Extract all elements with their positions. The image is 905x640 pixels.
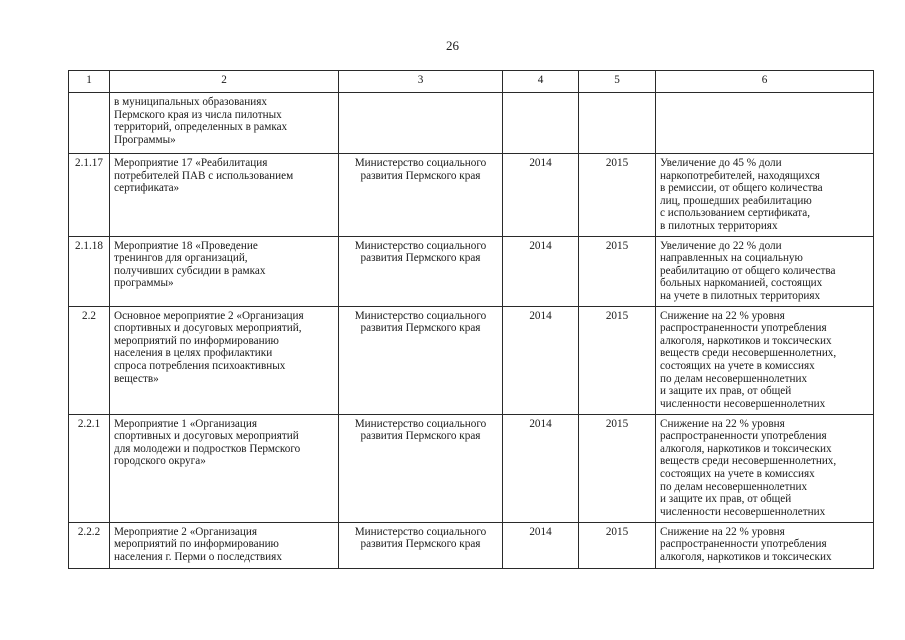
row-number: 2.1.18 [69, 236, 110, 306]
program-table [68, 70, 874, 569]
year-start: 2014 [503, 236, 579, 306]
expected-result: Снижение на 22 % уровня распространенности употребления алкоголя, наркотиков и токсических веществ среди несовершеннолетних, состоящих на учете в комиссиях по делам несовершеннолетних и защите их прав, от общей численности несовершеннолетних [656, 414, 874, 522]
expected-result: Увеличение до 22 % доли направленных на социальную реабилитацию от общего количества больных наркоманией, состоящих на учете в пилотных территориях [656, 236, 874, 306]
year-start: 2014 [503, 306, 579, 414]
header-col-2: 2 [110, 71, 339, 93]
year-start: 2014 [503, 154, 579, 237]
table-row [69, 522, 874, 568]
executor: Министерство социального развития Пермского края [339, 236, 503, 306]
measure-name: Основное мероприятие 2 «Организация спортивных и досуговых мероприятий, мероприятий по информированию населения в целях профилактики спроса потребления психоактивных веществ» [110, 306, 339, 414]
table-row [69, 236, 874, 306]
header-col-4: 4 [503, 71, 579, 93]
executor [339, 93, 503, 154]
row-number: 2.2.1 [69, 414, 110, 522]
page-number: 26 [446, 38, 459, 53]
year-end [579, 93, 656, 154]
year-end: 2015 [579, 522, 656, 568]
header-col-5: 5 [579, 71, 656, 93]
executor: Министерство социального развития Пермского края [339, 522, 503, 568]
expected-result [656, 93, 874, 154]
header-col-1: 1 [69, 71, 110, 93]
year-end: 2015 [579, 154, 656, 237]
expected-result: Увеличение до 45 % доли наркопотребителей, находящихся в ремиссии, от общего количества лиц, прошедших реабилитацию с использованием сертификата, в пилотных территориях [656, 154, 874, 237]
header-col-6: 6 [656, 71, 874, 93]
year-start: 2014 [503, 414, 579, 522]
row-number: 2.2.2 [69, 522, 110, 568]
row-number: 2.1.17 [69, 154, 110, 237]
year-end: 2015 [579, 414, 656, 522]
executor: Министерство социального развития Пермского края [339, 306, 503, 414]
row-number: 2.2 [69, 306, 110, 414]
executor: Министерство социального развития Пермского края [339, 414, 503, 522]
year-end: 2015 [579, 236, 656, 306]
year-start: 2014 [503, 522, 579, 568]
executor: Министерство социального развития Пермского края [339, 154, 503, 237]
header-col-3: 3 [339, 71, 503, 93]
header-row [69, 71, 874, 93]
measure-name: в муниципальных образованиях Пермского края из числа пилотных территорий, определенных в рамках Программы» [110, 93, 339, 154]
year-end: 2015 [579, 306, 656, 414]
table-row [69, 93, 874, 154]
table-row [69, 154, 874, 237]
expected-result: Снижение на 22 % уровня распространенности употребления алкоголя, наркотиков и токсических [656, 522, 874, 568]
table-row [69, 306, 874, 414]
row-number [69, 93, 110, 154]
measure-name: Мероприятие 18 «Проведение тренингов для организаций, получивших субсидии в рамках программы» [110, 236, 339, 306]
measure-name: Мероприятие 17 «Реабилитация потребителей ПАВ с использованием сертификата» [110, 154, 339, 237]
measure-name: Мероприятие 2 «Организация мероприятий по информированию населения г. Перми о последствиях [110, 522, 339, 568]
year-start [503, 93, 579, 154]
measure-name: Мероприятие 1 «Организация спортивных и досуговых мероприятий для молодежи и подростков Пермского городского округа» [110, 414, 339, 522]
expected-result: Снижение на 22 % уровня распространенности употребления алкоголя, наркотиков и токсических веществ среди несовершеннолетних, состоящих на учете в комиссиях по делам несовершеннолетних и защите их прав, от общей численности несовершеннолетних [656, 306, 874, 414]
table-row [69, 414, 874, 522]
